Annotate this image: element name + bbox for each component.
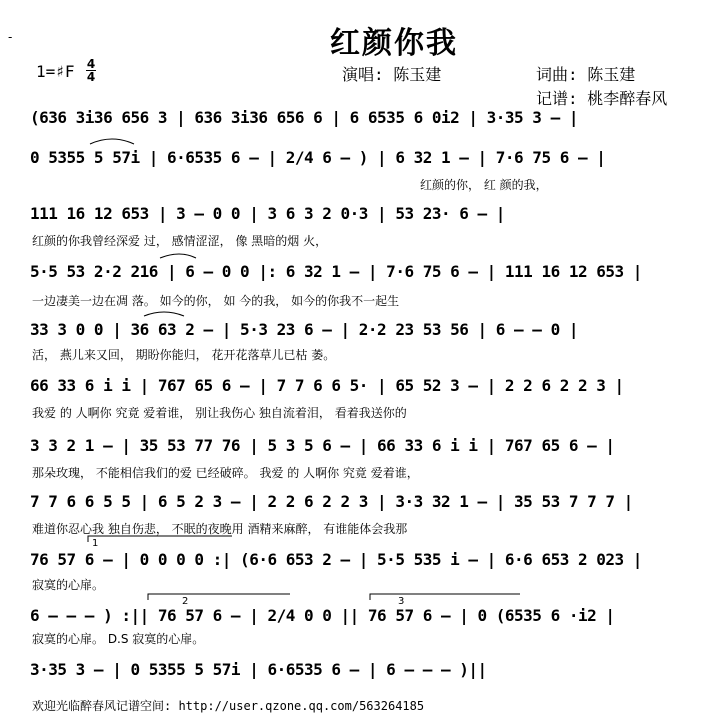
lyric-row-3: 红颜的你我曾经深爱 过， 感情涩涩， 像 黑暗的烟 火， xyxy=(32,234,328,248)
volta-1-label: 1 xyxy=(92,538,99,549)
volta-1-bracket xyxy=(88,536,232,542)
song-title: 红颜你我 xyxy=(330,26,458,61)
lyric-row-8: 难道你忍心我 独自伤悲， 不眠的夜晚用 酒精来麻醉， 有谁能体会我那 xyxy=(32,522,408,536)
score-row-1: (636 3i36 656 3 | 636 3i36 656 6 | 6 6535 6 0i2 | 3·35 3 – | xyxy=(30,108,578,127)
slur-mark xyxy=(160,254,196,258)
time-signature-bottom: 4 xyxy=(86,70,96,84)
lyric-row-7: 那朵玫瑰， 不能相信我们的爱 已经破碎。 我爱 的 人啊你 究竟 爱着谁， xyxy=(32,466,419,480)
singer-credit: 演唱: 陈玉建 xyxy=(342,65,442,84)
score-row-4: 5·5 53 2·2 216 | 6 – 0 0 |: 6 32 1 – | 7·6 75 6 – | 111 16 12 653 | xyxy=(30,262,642,281)
volta-2-label: 2 xyxy=(182,596,189,607)
volta-3-bracket xyxy=(370,594,520,600)
transcriber-credit: 记谱: 桃李醉春风 xyxy=(536,89,668,108)
volta-3-label: 3 xyxy=(398,596,405,607)
top-mark: - xyxy=(8,30,13,44)
lyric-row-6: 我爱 的 人啊你 究竟 爱着谁， 别让我伤心 独自流着泪， 看着我送你的 xyxy=(32,406,407,420)
slur-mark xyxy=(90,139,134,144)
lyric-row-2: 红颜的你， 红 颜的我， xyxy=(420,178,548,192)
score-row-9: 76 57 6 – | 0 0 0 0 :| (6·6 653 2 – | 5·5 535 i – | 6·6 653 2 023 | xyxy=(30,550,642,569)
score-row-6: 66 33 6 i i | 767 65 6 – | 7 7 6 6 5· | 65 52 3 – | 2 2 6 2 2 3 | xyxy=(30,376,624,395)
lyric-row-9: 寂寞的心扉。 xyxy=(32,578,105,592)
lyric-row-4: 一边凄美一边在凋 落。 如今的你， 如 今的我， 如今的你我不一起生 xyxy=(32,294,400,308)
score-row-2: 0 5355 5 57i | 6·6535 6 – | 2/4 6 – ) | 6 32 1 – | 7·6 75 6 – | xyxy=(30,148,606,167)
score-row-10: 6 – – – ) :|| 76 57 6 – | 2/4 0 0 || 76 57 6 – | 0 (6535 6 ·i2 | xyxy=(30,606,615,625)
composer-credit: 词曲: 陈玉建 xyxy=(536,65,636,84)
score-row-3: 111 16 12 653 | 3 – 0 0 | 3 6 3 2 0·3 | 53 23· 6 – | xyxy=(30,204,505,223)
slur-mark xyxy=(144,312,184,316)
score-row-7: 3 3 2 1 – | 35 53 77 76 | 5 3 5 6 – | 66 33 6 i i | 767 65 6 – | xyxy=(30,436,615,455)
lyric-row-10: 寂寞的心扉。 D.S 寂寞的心扉。 xyxy=(32,632,205,646)
score-row-11: 3·35 3 – | 0 5355 5 57i | 6·6535 6 – | 6 – – – )|| xyxy=(30,660,487,679)
footer-credit: 欢迎光临醉春风记谱空间: http://user.qzone.qq.com/563264185 xyxy=(32,699,425,713)
score-row-8: 7 7 6 6 5 5 | 6 5 2 3 – | 2 2 6 2 2 3 | 3·3 32 1 – | 35 53 7 7 7 | xyxy=(30,492,633,511)
volta-2-bracket xyxy=(148,594,290,600)
score-row-5: 33 3 0 0 | 36 63 2 – | 5·3 23 6 – | 2·2 23 53 56 | 6 – – 0 | xyxy=(30,320,578,339)
key-signature: 1=♯F xyxy=(36,62,75,81)
lyric-row-5: 活， 燕儿来又回， 期盼你能归， 花开花落草儿已枯 萎。 xyxy=(32,348,336,362)
time-signature-top: 4 xyxy=(86,57,96,71)
